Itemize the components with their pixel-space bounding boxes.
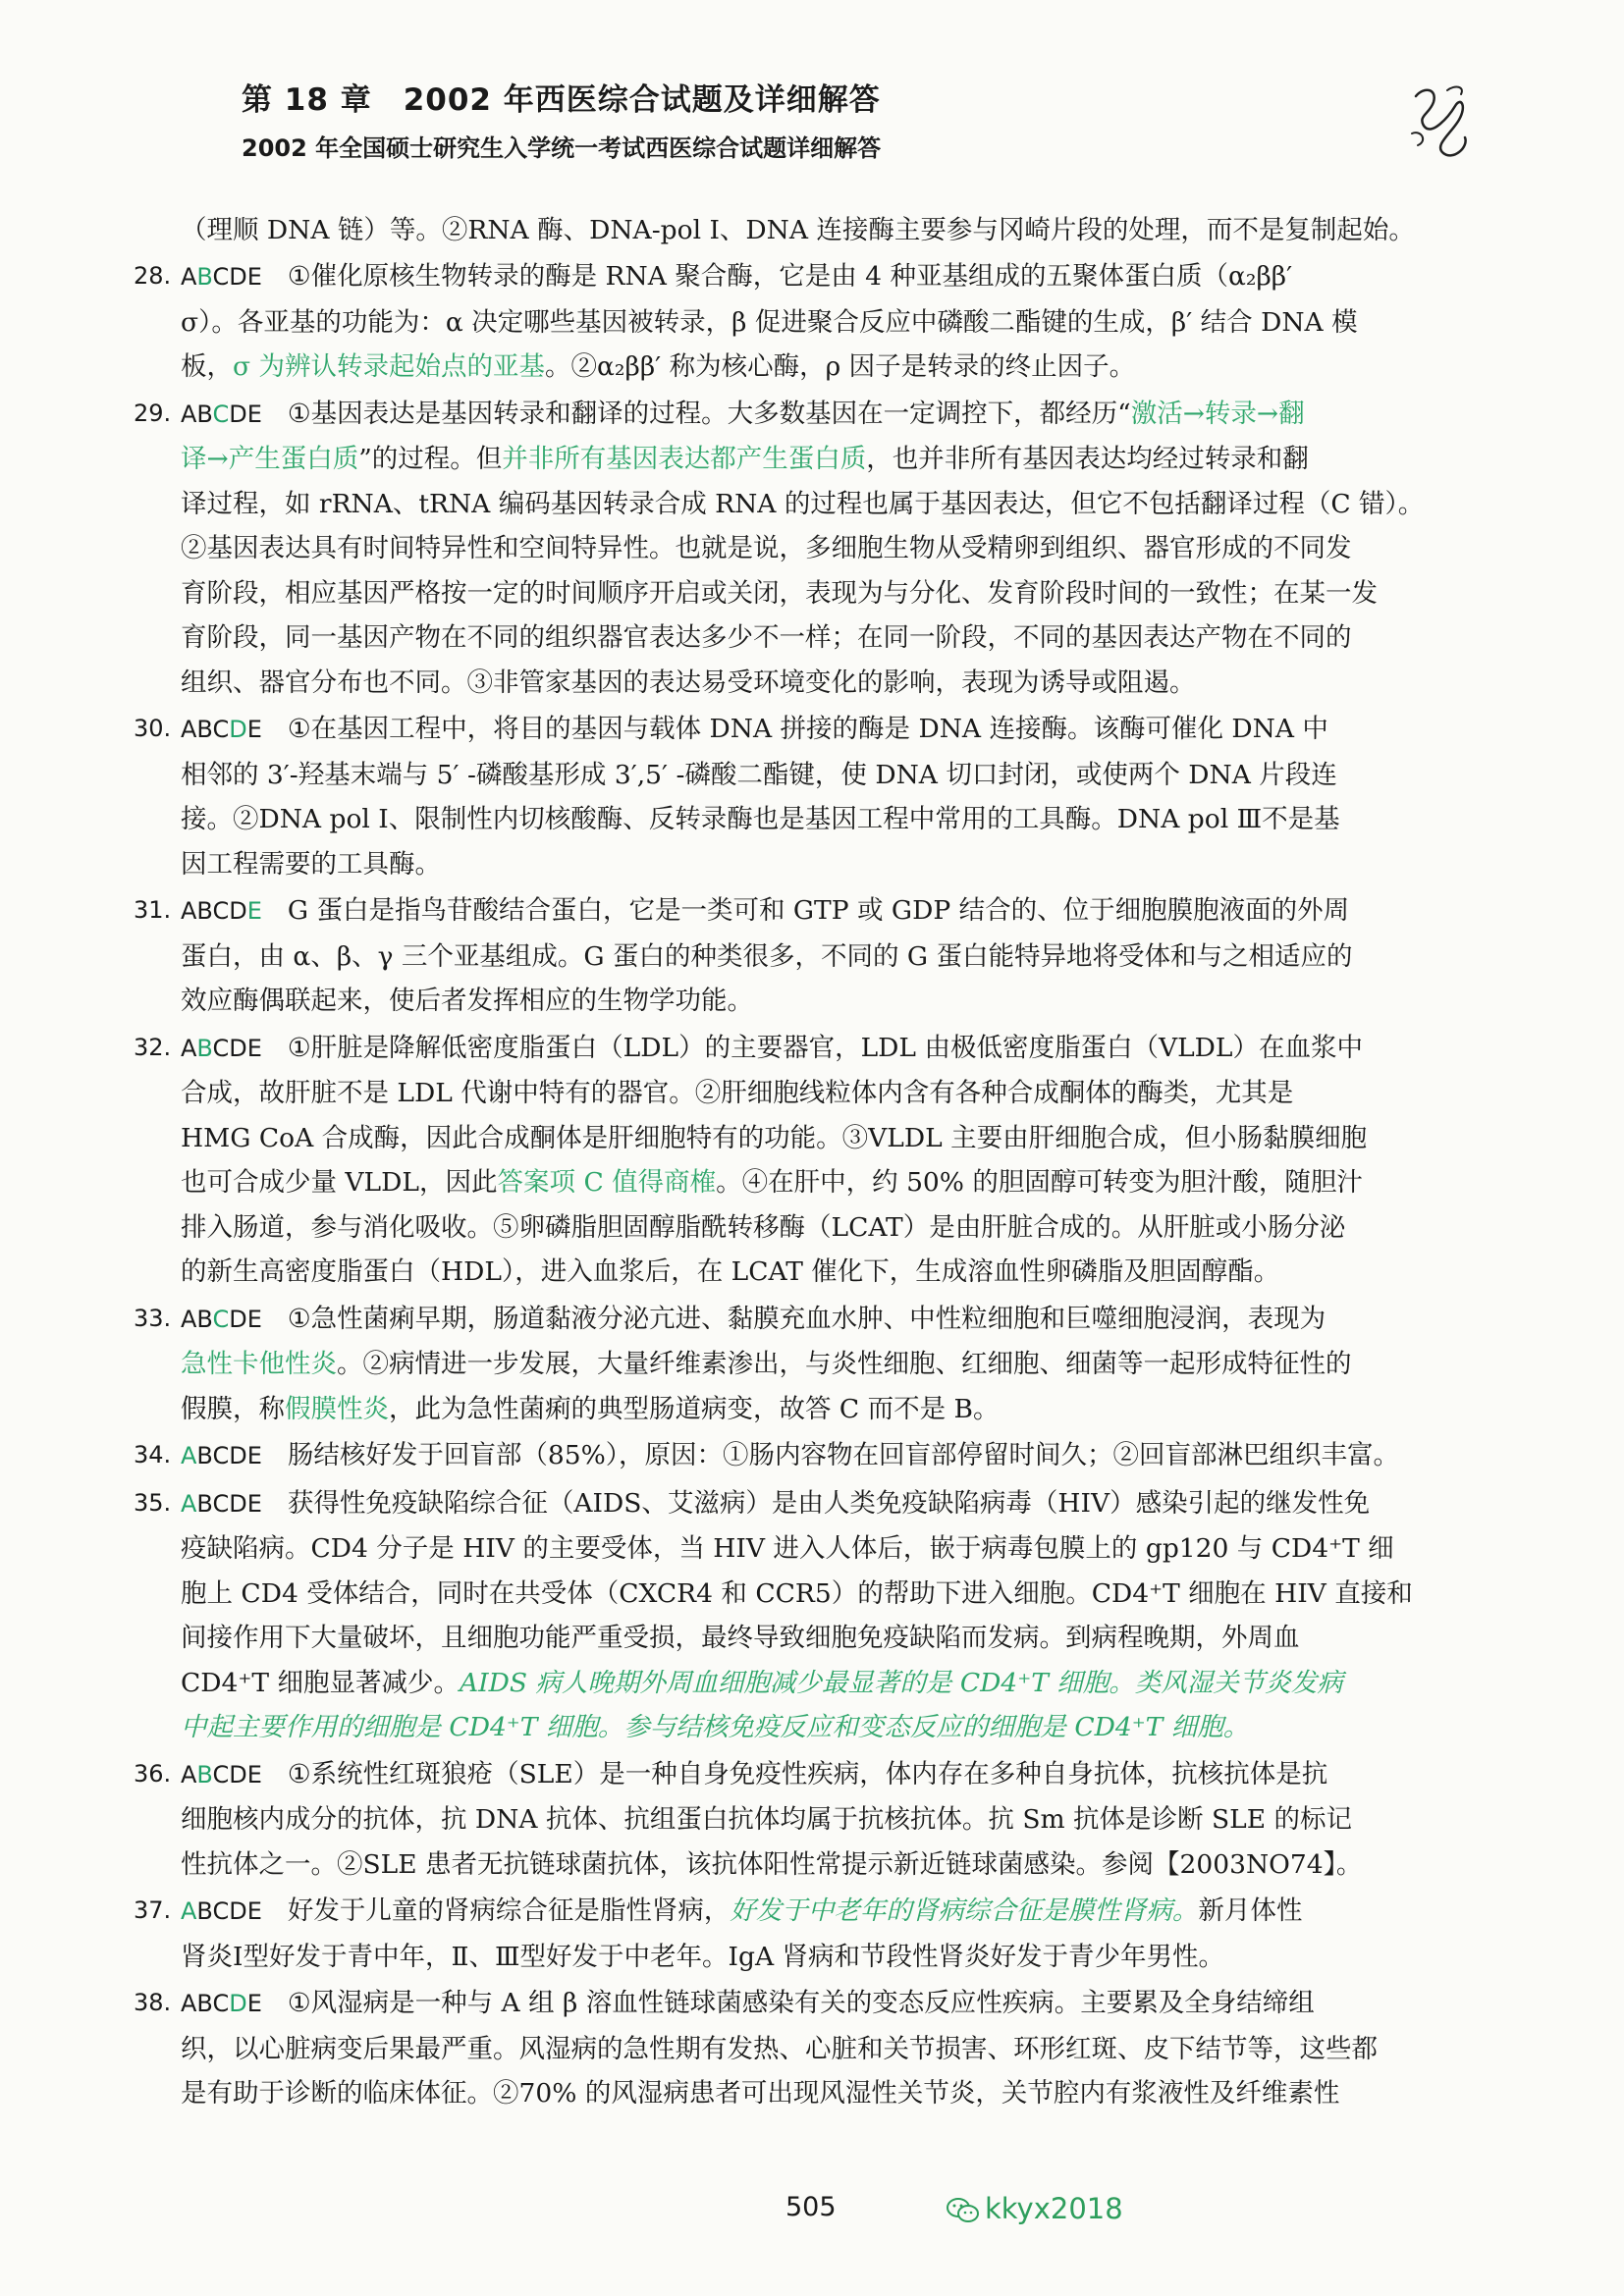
answer-options: ABCDE [181, 1897, 262, 1925]
correct-answer: B [196, 263, 213, 291]
highlighted-text: 假膜性炎 [285, 1393, 389, 1424]
question-number: 30. [134, 715, 172, 742]
highlighted-text: 译→产生蛋白质 [181, 444, 359, 474]
correct-answer: A [181, 1897, 197, 1925]
question-number: 28. [134, 262, 172, 290]
answer-item-37: 37. ABCDE 好发于儿童的肾病综合征是脂性肾病，好发于中老年的肾病综合征是膜性肾病。新月体性 肾炎Ⅰ型好发于青中年，Ⅱ、Ⅲ型好发于中老年。IgA 肾病和节段性肾炎好发于青少年男性。 [134, 1889, 1484, 1979]
page-number: 505 [785, 2192, 837, 2222]
wechat-icon [946, 2197, 981, 2224]
answer-item-31: 31. ABCDE G 蛋白是指鸟苷酸结合蛋白，它是一类可和 GTP 或 GDP 结合的、位于细胞膜胞液面的外周 蛋白，由 α、β、γ 三个亚基组成。G 蛋白的种类很多，不同的 G 蛋白能特异地将受体和与之相适应的 效应酶偶联起来，使后者发挥相应的生物学功能。 [134, 888, 1484, 1024]
chapter-subtitle: 2002 年全国硕士研究生入学统一考试西医综合试题详细解答 [242, 134, 882, 162]
answers-body [134, 208, 1484, 2116]
highlighted-text: 急性卡他性炎 [181, 1349, 337, 1379]
answer-item-28: 28. ABCDE ①催化原核生物转录的酶是 RNA 聚合酶，它是由 4 种亚基组成的五聚体蛋白质（α₂ββ′ σ）。各亚基的功能为：α 决定哪些基因被转录，β 促进聚合反应中磷酸二酯键的生成，β′ 结合 DNA 模 板，σ 为辨认转录起始点的亚基。②α₂ββ′ 称为核心酶，ρ 因子是转录的终止因子。 [134, 254, 1484, 390]
correct-answer: B [196, 1034, 213, 1062]
highlighted-note: AIDS 病人晚期外周血细胞减少最显著的是 CD4⁺T 细胞。类风湿关节炎发病 [459, 1667, 1343, 1698]
answer-item-38: 38. ABCDE ①风湿病是一种与 A 组 β 溶血性链球菌感染有关的变态反应性疾病。主要累及全身结缔组 织，以心脏病变后果最严重。风湿病的急性期有发热、心脏和关节损害、环形红斑、皮下结节等，这些都 是有助于诊断的临床体征。②70% 的风湿病患者可出现风湿性关节炎，关节腔内有浆液性及纤维素性 [134, 1981, 1484, 2116]
answer-options: ABCDE [181, 1034, 262, 1062]
answer-item-36: 36. ABCDE ①系统性红斑狼疮（SLE）是一种自身免疫性疾病，体内存在多种自身抗体，抗核抗体是抗 细胞核内成分的抗体，抗 DNA 抗体、抗组蛋白抗体均属于抗核抗体。抗 Sm 抗体是诊断 SLE 的标记 性抗体之一。②SLE 患者无抗链球菌抗体，该抗体阳性常提示新近链球菌感染。参阅【2003NO74】。 [134, 1752, 1484, 1888]
question-number: 29. [134, 399, 172, 427]
answer-options: ABCDE [181, 400, 262, 428]
answer-options: ABCDE [181, 1442, 262, 1469]
answer-item-32: 32. ABCDE ①肝脏是降解低密度脂蛋白（LDL）的主要器官，LDL 由极低密度脂蛋白（VLDL）在血浆中 合成，故肝脏不是 LDL 代谢中特有的器官。②肝细胞线粒体内含有各种合成酮体的酶类，尤其是 HMG CoA 合成酶，因此合成酮体是肝细胞特有的功能。③VLDL 主要由肝细胞合成，但小肠黏膜细胞 也可合成少量 VLDL，因此答案项 C 值得商榷。④在肝中，约 50% 的胆固醇可转变为胆汁酸，随胆汁 排入肠道，参与消化吸收。⑤卵磷脂胆固醇脂酰转移酶（LCAT）是由肝脏合成的。从肝脏或小肠分泌 的新生高密度脂蛋白（HDL），进入血浆后，在 LCAT 催化下，生成溶血性卵磷脂及胆固醇酯。 [134, 1026, 1484, 1295]
answer-item-30: 30. ABCDE ①在基因工程中，将目的基因与载体 DNA 拼接的酶是 DNA 连接酶。该酶可催化 DNA 中 相邻的 3′-羟基末端与 5′ -磷酸基形成 3′,5′ -磷酸二酯键，使 DNA 切口封闭，或使两个 DNA 片段连 接。②DNA pol Ⅰ、限制性内切核酸酶、反转录酶也是基因工程中常用的工具酶。DNA pol Ⅲ不是基 因工程需要的工具酶。 [134, 707, 1484, 886]
question-number: 38. [134, 1989, 172, 2016]
answer-item-33: 33. ABCDE ①急性菌痢早期，肠道黏液分泌亢进、黏膜充血水肿、中性粒细胞和巨噬细胞浸润，表现为 急性卡他性炎。②病情进一步发展，大量纤维素渗出，与炎性细胞、红细胞、细菌等一起形成特征性的 假膜，称假膜性炎，此为急性菌痢的典型肠道病变，故答 C 而不是 B。 [134, 1297, 1484, 1432]
question-number: 34. [134, 1441, 172, 1468]
question-number: 31. [134, 896, 172, 924]
watermark [946, 2192, 1123, 2225]
highlighted-text: 答案项 C 值得商榷 [497, 1167, 717, 1198]
chapter-title: 第 18 章 2002 年西医综合试题及详细解答 [242, 82, 881, 118]
highlighted-note: 好发于中老年的肾病综合征是膜性肾病。 [730, 1896, 1199, 1926]
question-number: 33. [134, 1304, 172, 1332]
watermark-text: kkyx2018 [985, 2192, 1123, 2225]
correct-answer: C [212, 400, 230, 428]
highlighted-text: 激活→转录→翻 [1130, 398, 1305, 429]
correct-answer: C [212, 1305, 230, 1333]
answer-options: ABCDE [181, 263, 262, 291]
highlighted-text: σ 为辨认转录起始点的亚基 [233, 351, 546, 382]
answer-item-34: 34. ABCDE 肠结核好发于回盲部（85%），原因：①肠内容物在回盲部停留时间久；②回盲部淋巴组织丰富。 [134, 1433, 1484, 1479]
handwritten-logo-icon [1404, 77, 1483, 165]
answer-options: ABCDE [181, 1489, 262, 1518]
correct-answer: D [229, 1990, 247, 2017]
answer-options: ABCDE [181, 897, 262, 925]
question-number: 37. [134, 1896, 172, 1924]
correct-answer: A [181, 1442, 197, 1469]
question-number: 35. [134, 1488, 172, 1517]
correct-answer: D [229, 716, 247, 743]
question-number: 36. [134, 1759, 172, 1788]
answer-options: ABCDE [181, 1760, 262, 1789]
answer-options: ABCDE [181, 716, 262, 743]
question-number: 32. [134, 1033, 172, 1061]
answer-item-35: 35. ABCDE 获得性免疫缺陷综合征（AIDS、艾滋病）是由人类免疫缺陷病毒（HIV）感染引起的继发性免 疫缺陷病。CD4 分子是 HIV 的主要受体，当 HIV 进入人体后，嵌于病毒包膜上的 gp120 与 CD4⁺T 细 胞上 CD4 受体结合，同时在共受体（CXCR4 和 CCR5）的帮助下进入细胞。CD4⁺T 细胞在 HIV 直接和 间接作用下大量破坏，且细胞功能严重受损，最终导致细胞免疫缺陷而发病。到病程晚期，外周血 CD4⁺T 细胞显著减少。AIDS 病人晚期外周血细胞减少最显著的是 CD4⁺T 细胞。类风湿关节炎发病 中起主要作用的细胞是 CD4⁺T 细胞。参与结核免疫反应和变态反应的细胞是 CD4⁺T 细胞。 [134, 1481, 1484, 1750]
highlighted-text: 并非所有基因表达都产生蛋白质 [502, 444, 867, 474]
correct-answer: E [246, 897, 262, 925]
answer-options: ABCDE [181, 1305, 262, 1333]
page-header [242, 75, 1469, 163]
correct-answer: B [196, 1760, 213, 1789]
continuation-line: （理顺 DNA 链）等。②RNA 酶、DNA-pol Ⅰ、DNA 连接酶主要参与冈崎片段的处理，而不是复制起始。 [181, 215, 1415, 245]
correct-answer: A [181, 1489, 197, 1518]
answer-item-29: 29. ABCDE ①基因表达是基因转录和翻译的过程。大多数基因在一定调控下，都经历“激活→转录→翻 译→产生蛋白质”的过程。但并非所有基因表达都产生蛋白质，也并非所有基因表达均经过转录和翻 译过程，如 rRNA、tRNA 编码基因转录合成 RNA 的过程也属于基因表达，但它不包括翻译过程（C 错）。 ②基因表达具有时间特异性和空间特异性。也就是说，多细胞生物从受精卵到组织、器官形成的不同发 育阶段，相应基因严格按一定的时间顺序开启或关闭，表现为与分化、发育阶段时间的一致性；在某一发 育阶段，同一基因产物在不同的组织器官表达多少不一样；在同一阶段，不同的基因表达产物在不同的 组织、器官分布也不同。③非管家基因的表达易受环境变化的影响，表现为诱导或阻遏。 [134, 392, 1484, 706]
answer-options: ABCDE [181, 1990, 262, 2017]
highlighted-note: 中起主要作用的细胞是 CD4⁺T 细胞。参与结核免疫反应和变态反应的细胞是 CD4⁺T 细胞。 [181, 1712, 1250, 1742]
